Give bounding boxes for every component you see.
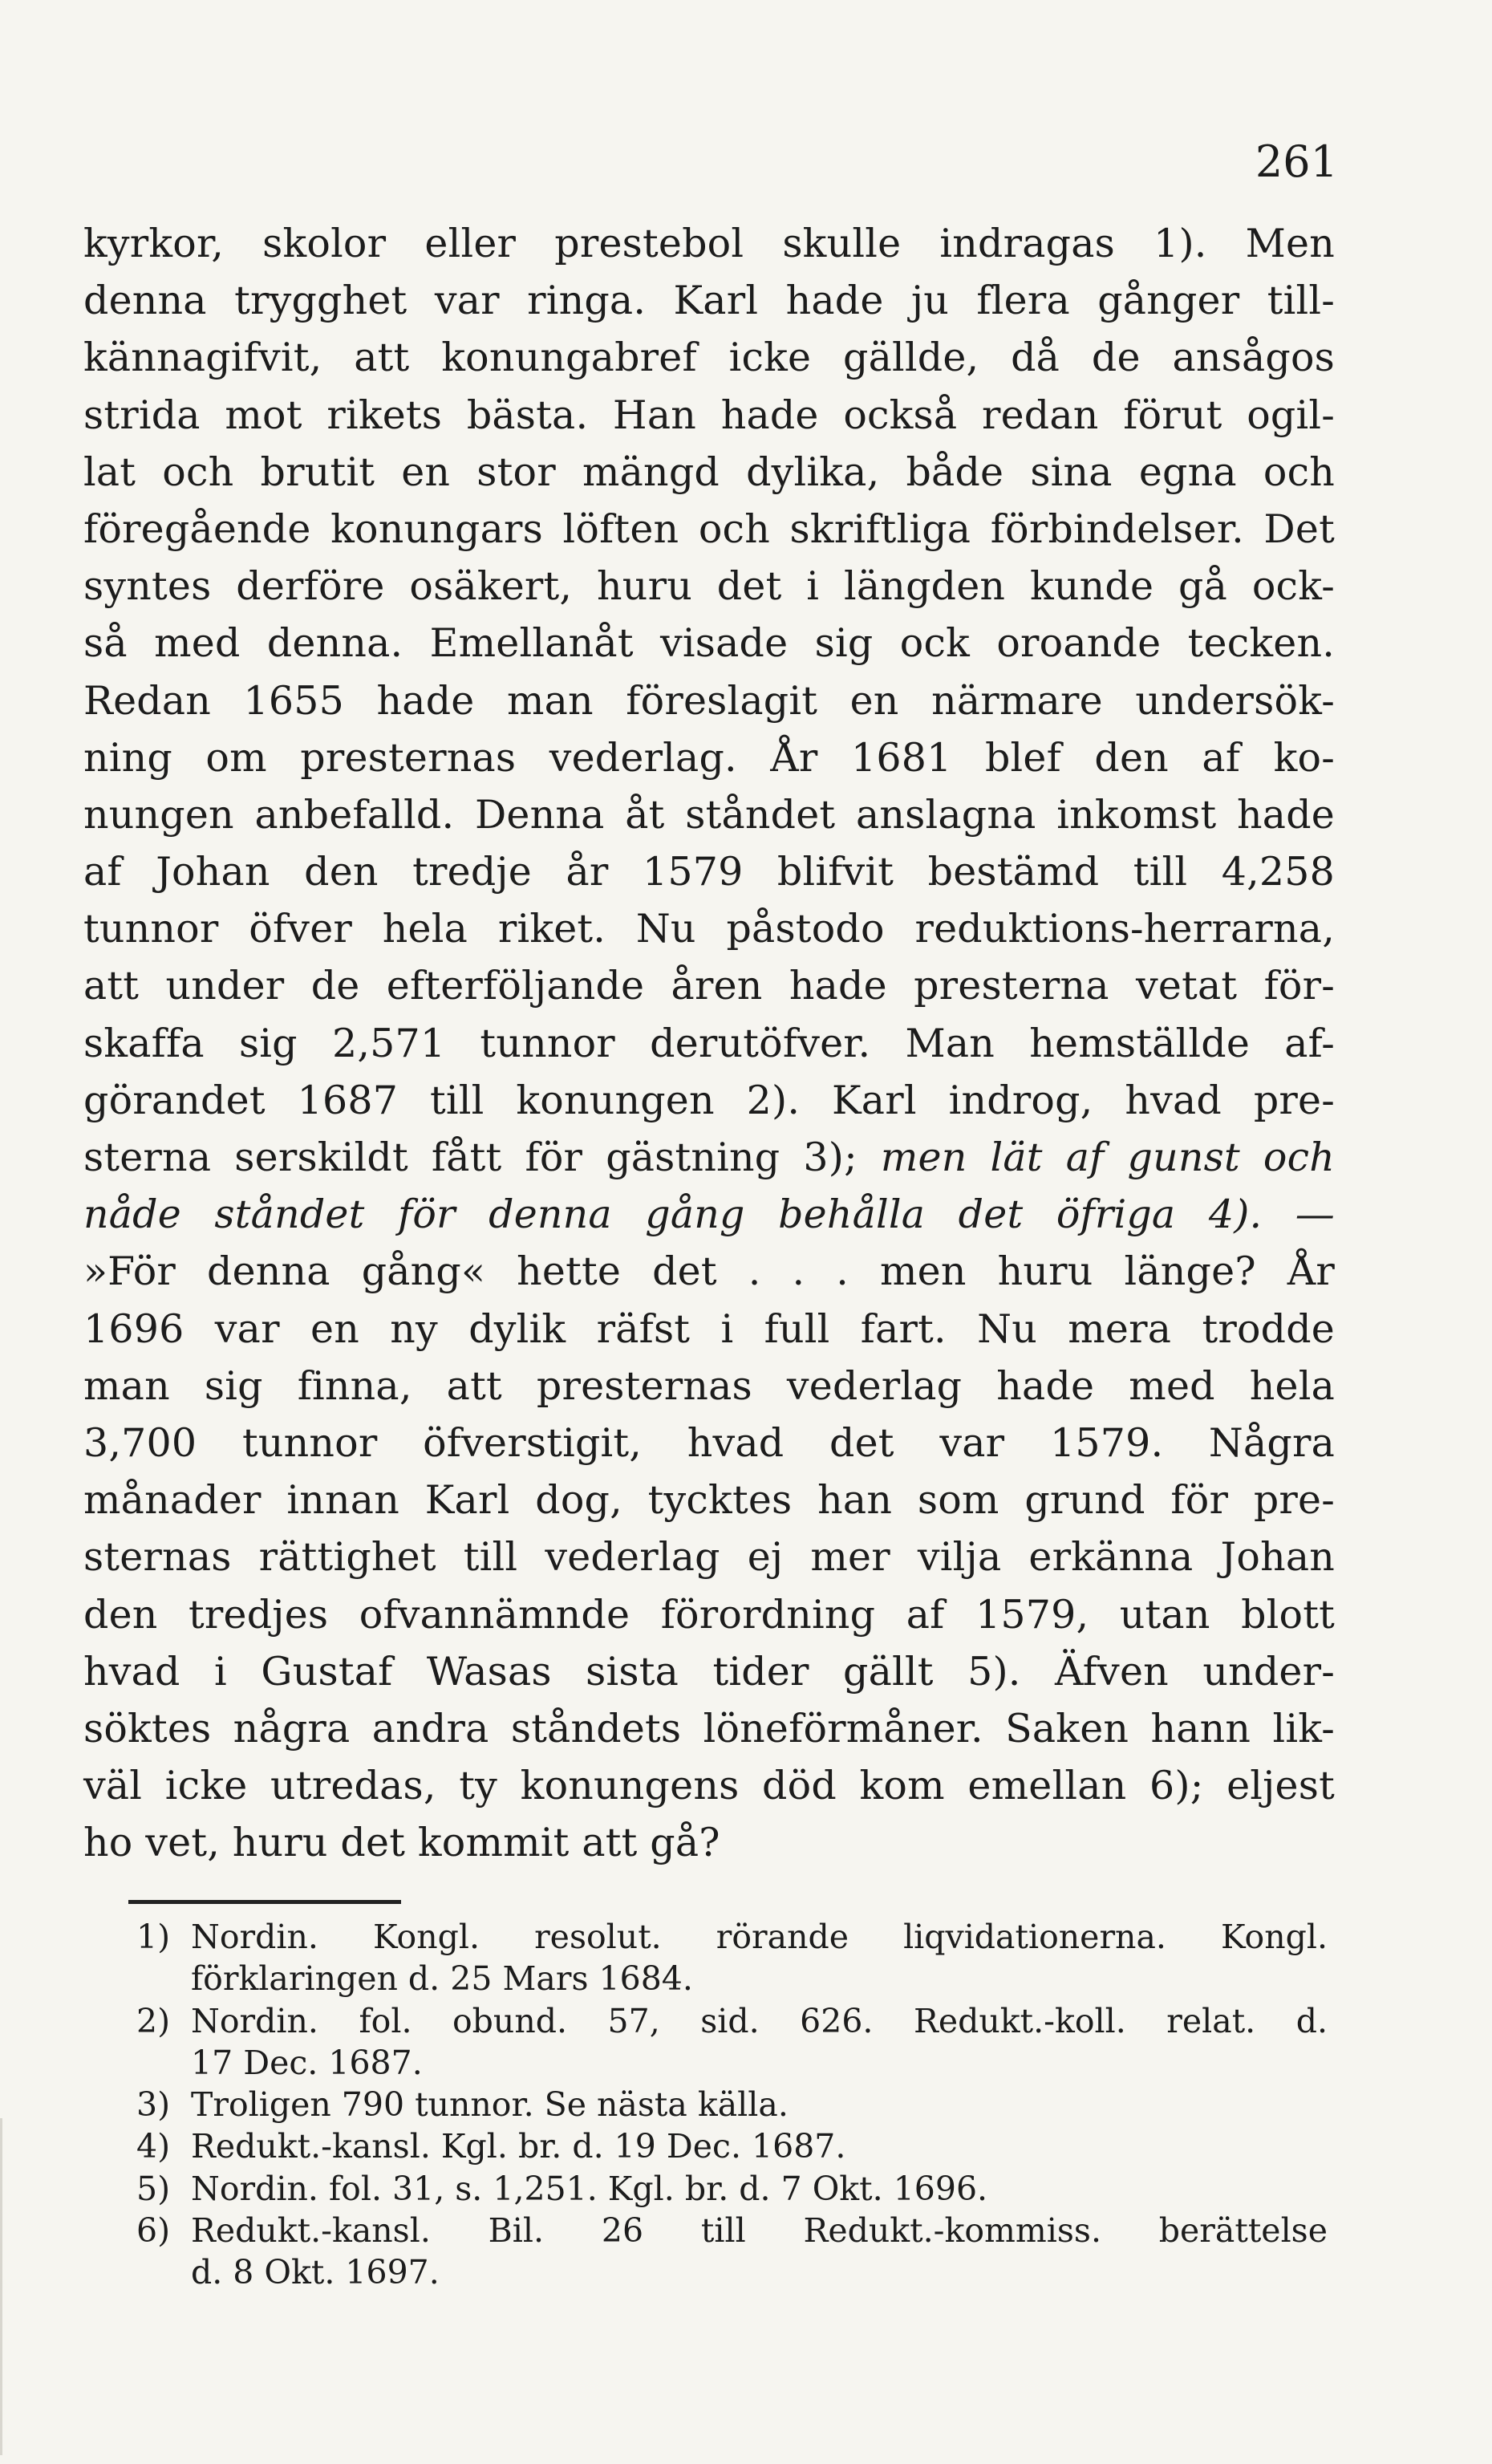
text-line: skaffa sig 2,571 tunnor derutöfver. Man hemställde af- <box>83 1020 1335 1066</box>
italic-segment: men lät af gunst och <box>880 1135 1335 1180</box>
footnotes <box>136 1916 1328 2294</box>
text-segment: sterna serskildt fått för gästning 3); <box>83 1135 881 1180</box>
footnote-number: 4) <box>136 2127 171 2166</box>
footnote-number: 6) <box>136 2211 171 2251</box>
footnote-number: 5) <box>136 2169 171 2208</box>
footnote-text: Redukt.-kansl. Bil. 26 till Redukt.-kommiss. berättelse <box>191 2211 1328 2251</box>
text-line: »För denna gång« hette det . . . men huru länge? År <box>83 1248 1335 1295</box>
text-line: så med denna. Emellanåt visade sig ock oroande tecken. <box>83 620 1335 667</box>
text-line: kyrkor, skolor eller prestebol skulle indragas 1). Men <box>83 221 1335 266</box>
footnote <box>136 2084 1328 2125</box>
page-number: 261 <box>1255 136 1338 187</box>
footnote <box>136 2168 1328 2210</box>
footnote <box>136 2000 1328 2084</box>
page-edge-mark <box>0 2118 2 2455</box>
text-line: söktes några andra ståndets löneförmåner. Saken hann lik- <box>83 1705 1335 1752</box>
text-line: 3,700 tunnor öfverstigit, hvad det var 1579. Några <box>83 1419 1335 1466</box>
text-line: hvad i Gustaf Wasas sista tider gällt 5). Äfven under- <box>83 1648 1335 1695</box>
text-line: af Johan den tredje år 1579 blifvit bestämd till 4,258 <box>83 849 1335 895</box>
footnote-number: 2) <box>136 2001 171 2040</box>
footnote-continuation: d. 8 Okt. 1697. <box>191 2253 440 2292</box>
text-line: den tredjes ofvannämnde förordning af 1579, utan blott <box>83 1591 1335 1638</box>
footnote-text: Redukt.-kansl. Kgl. br. d. 19 Dec. 1687. <box>191 2127 846 2166</box>
footnote-text: Nordin. fol. 31, s. 1,251. Kgl. br. d. 7 Okt. 1696. <box>191 2169 988 2208</box>
text-line: Redan 1655 hade man föreslagit en närmare undersök- <box>83 677 1335 724</box>
footnote-number: 3) <box>136 2085 171 2125</box>
footnote <box>136 2210 1328 2294</box>
text-line: ho vet, huru det kommit att gå? <box>83 1820 720 1866</box>
body-text <box>83 215 1335 1871</box>
text-line: strida mot rikets bästa. Han hade också redan förut ogil- <box>83 392 1335 438</box>
text-line: kännagifvit, att konungabref icke gällde, då de ansågos <box>83 335 1335 381</box>
text-line: tunnor öfver hela riket. Nu påstodo reduktions-herrarna, <box>83 906 1335 952</box>
footnote-text: Nordin. Kongl. resolut. rörande liqvidationerna. Kongl. <box>191 1918 1328 1956</box>
footnote-divider <box>128 1900 401 1904</box>
text-line: ning om presternas vederlag. År 1681 blef den af ko- <box>83 734 1335 781</box>
text-line: syntes derföre osäkert, huru det i längden kunde gå ock- <box>83 563 1335 610</box>
text-line: denna trygghet var ringa. Karl hade ju flera gånger till- <box>83 278 1335 324</box>
footnote-text: Nordin. fol. obund. 57, sid. 626. Redukt.-koll. relat. d. <box>191 2001 1328 2040</box>
footnote-number: 1) <box>136 1918 171 1956</box>
text-line-italic: nåde ståndet för denna gång behålla det öfriga 4). — <box>83 1191 1335 1238</box>
footnote-continuation: 17 Dec. 1687. <box>191 2043 423 2082</box>
text-line: månader innan Karl dog, tycktes han som grund för pre- <box>83 1477 1335 1524</box>
text-line: sternas rättighet till vederlag ej mer vilja erkänna Johan <box>83 1534 1335 1581</box>
text-line: lat och brutit en stor mängd dylika, både sina egna och <box>83 449 1335 495</box>
footnote-continuation: förklaringen d. 25 Mars 1684. <box>191 1959 693 1999</box>
text-line: 1696 var en ny dylik räfst i full fart. Nu mera trodde <box>83 1305 1335 1352</box>
footnote <box>136 1916 1328 2000</box>
text-line: väl icke utredas, ty konungens död kom emellan 6); eljest <box>83 1763 1335 1809</box>
footnote-text: Troligen 790 tunnor. Se nästa källa. <box>191 2085 789 2125</box>
text-line-mixed <box>83 1129 1335 1186</box>
text-line: görandet 1687 till konungen 2). Karl indrog, hvad pre- <box>83 1077 1335 1123</box>
text-line: att under de efterföljande åren hade presterna vetat för- <box>83 963 1335 1009</box>
footnote <box>136 2125 1328 2167</box>
text-line: nungen anbefalld. Denna åt ståndet anslagna inkomst hade <box>83 791 1335 838</box>
text-line: man sig finna, att presternas vederlag hade med hela <box>83 1362 1335 1409</box>
text-line: föregående konungars löften och skriftliga förbindelser. Det <box>83 505 1335 552</box>
